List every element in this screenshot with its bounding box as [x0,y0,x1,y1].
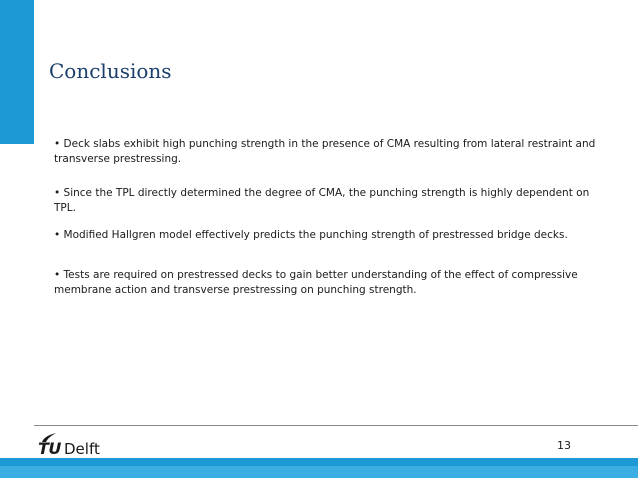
logo-delft-text: Delft [64,440,100,458]
slide-title: Conclusions [49,59,172,83]
left-accent-bar [0,0,34,144]
tudelft-logo [38,433,118,457]
bullet-item: • Deck slabs exhibit high punching strength in the presence of CMA resulting from lateral restraint and transverse prestressing. [54,138,596,165]
page-number: 13 [557,439,571,452]
bottom-accent-bar-light [0,466,638,478]
bullet-item: • Since the TPL directly determined the degree of CMA, the punching strength is highly dependent on TPL. [54,187,590,214]
footer-divider [34,425,638,426]
bullet-item: • Tests are required on prestressed decks to gain better understanding of the effect of compressive membrane action and transverse prestressing on punching strength. [54,269,578,296]
logo-tu-text: TU [38,439,61,458]
bullet-item: • Modified Hallgren model effectively predicts the punching strength of prestressed bridge decks. [54,229,568,241]
